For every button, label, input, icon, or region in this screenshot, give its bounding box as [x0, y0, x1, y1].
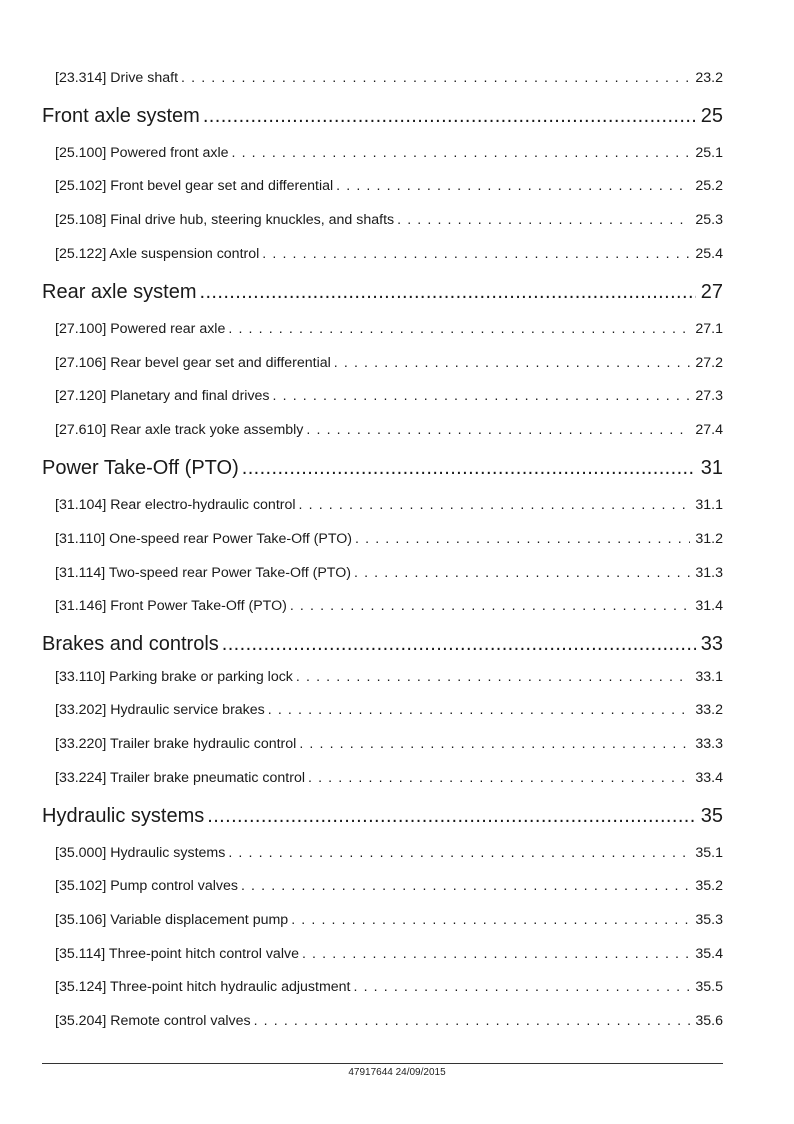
dot-leader	[334, 355, 691, 371]
toc-entry-27-106[interactable]	[55, 355, 723, 371]
toc-entry-25-108[interactable]	[55, 212, 723, 228]
dot-leader	[268, 702, 691, 718]
toc-entry-31-114[interactable]	[55, 565, 723, 581]
toc-entry-title: [35.106] Variable displacement pump	[55, 912, 289, 928]
footer-divider	[42, 1063, 723, 1064]
toc-entry-page: 23.2	[695, 70, 723, 86]
toc-section-title: Hydraulic systems	[42, 805, 205, 827]
toc-entry-page: 31.3	[695, 565, 723, 581]
toc-section-title: Front axle system	[42, 105, 200, 127]
dot-leader	[242, 457, 696, 480]
toc-entry-page: 33.4	[695, 770, 723, 786]
toc-section-brakes[interactable]	[42, 633, 723, 656]
toc-entry-page: 35.3	[695, 912, 723, 928]
toc-entry-title: [33.220] Trailer brake hydraulic control	[55, 736, 297, 752]
toc-entry-33-110[interactable]	[55, 669, 723, 685]
toc-section-hydraulic[interactable]	[42, 805, 723, 828]
toc-entry-title: [35.114] Three-point hitch control valve	[55, 946, 299, 962]
toc-entry-31-104[interactable]	[55, 497, 723, 513]
toc-entry-title: [33.224] Trailer brake pneumatic control	[55, 770, 305, 786]
toc-entry-title: [25.100] Powered front axle	[55, 145, 229, 161]
toc-entry-35-106[interactable]	[55, 912, 723, 928]
toc-entry-title: [27.610] Rear axle track yoke assembly	[55, 422, 304, 438]
dot-leader	[354, 979, 691, 995]
footer-document-id: 47917644 24/09/2015	[348, 1067, 446, 1078]
toc-entry-35-114[interactable]	[55, 946, 723, 962]
toc-section-page: 33	[700, 633, 723, 655]
toc-entry-27-120[interactable]	[55, 388, 723, 404]
dot-leader	[354, 565, 690, 581]
toc-entry-title: [27.120] Planetary and final drives	[55, 388, 270, 404]
dot-leader	[273, 388, 691, 404]
toc-entry-title: [35.204] Remote control valves	[55, 1013, 251, 1029]
toc-entry-25-122[interactable]	[55, 246, 723, 262]
toc-entry-title: [31.114] Two-speed rear Power Take-Off (PTO)	[55, 565, 351, 581]
dot-leader	[308, 770, 690, 786]
toc-entry-page: 25.1	[695, 145, 723, 161]
toc-entry-page: 27.3	[695, 388, 723, 404]
toc-section-pto[interactable]	[42, 457, 723, 480]
toc-entry-page: 25.4	[695, 246, 723, 262]
dot-leader	[355, 531, 690, 547]
toc-entry-title: [23.314] Drive shaft	[55, 70, 179, 86]
toc-entry-page: 35.4	[695, 946, 723, 962]
toc-entry-33-202[interactable]	[55, 702, 723, 718]
toc-entry-title: [25.108] Final drive hub, steering knuckles, and shafts	[55, 212, 395, 228]
dot-leader	[207, 805, 695, 828]
dot-leader	[397, 212, 690, 228]
toc-section-page: 35	[700, 805, 723, 827]
toc-entry-page: 25.2	[695, 178, 723, 194]
toc-entry-25-102[interactable]	[55, 178, 723, 194]
toc-section-title: Power Take-Off (PTO)	[42, 457, 239, 479]
toc-entry-31-146[interactable]	[55, 598, 723, 614]
toc-entry-page: 31.2	[695, 531, 723, 547]
toc-entry-31-110[interactable]	[55, 531, 723, 547]
dot-leader	[228, 845, 690, 861]
toc-entry-page: 33.1	[695, 669, 723, 685]
toc-entry-35-124[interactable]	[55, 979, 723, 995]
toc-entry-page: 33.2	[695, 702, 723, 718]
toc-entry-page: 33.3	[695, 736, 723, 752]
toc-entry-27-610[interactable]	[55, 422, 723, 438]
toc-entry-33-220[interactable]	[55, 736, 723, 752]
dot-leader	[302, 946, 690, 962]
toc-entry-page: 25.3	[695, 212, 723, 228]
toc-entry-title: [27.100] Powered rear axle	[55, 321, 226, 337]
dot-leader	[299, 497, 691, 513]
toc-entry-35-204[interactable]	[55, 1013, 723, 1029]
dot-leader	[203, 105, 696, 128]
toc-entry-title: [27.106] Rear bevel gear set and differential	[55, 355, 331, 371]
toc-entry-title: [25.102] Front bevel gear set and differential	[55, 178, 334, 194]
toc-section-page: 31	[700, 457, 723, 479]
toc-entry-page: 27.4	[695, 422, 723, 438]
dot-leader	[290, 598, 691, 614]
toc-entry-title: [35.000] Hydraulic systems	[55, 845, 226, 861]
toc-entry-35-000[interactable]	[55, 845, 723, 861]
toc-section-page: 27	[700, 281, 723, 303]
dot-leader	[306, 422, 690, 438]
dot-leader	[336, 178, 690, 194]
toc-section-rear-axle[interactable]	[42, 281, 723, 304]
toc-entry-page: 27.1	[695, 321, 723, 337]
toc-entry-23-314[interactable]	[55, 70, 723, 86]
dot-leader	[291, 912, 690, 928]
toc-entry-page: 31.4	[695, 598, 723, 614]
toc-entry-page: 35.6	[695, 1013, 723, 1029]
toc-entry-33-224[interactable]	[55, 770, 723, 786]
toc-entry-page: 31.1	[695, 497, 723, 513]
toc-section-front-axle[interactable]	[42, 105, 723, 128]
dot-leader	[241, 878, 690, 894]
toc-entry-25-100[interactable]	[55, 145, 723, 161]
dot-leader	[232, 145, 691, 161]
toc-entry-title: [33.110] Parking brake or parking lock	[55, 669, 293, 685]
toc-entry-title: [35.102] Pump control valves	[55, 878, 238, 894]
toc-entry-35-102[interactable]	[55, 878, 723, 894]
toc-entry-page: 27.2	[695, 355, 723, 371]
toc-entry-title: [31.146] Front Power Take-Off (PTO)	[55, 598, 287, 614]
toc-entry-page: 35.1	[695, 845, 723, 861]
dot-leader	[254, 1013, 691, 1029]
dot-leader	[228, 321, 690, 337]
toc-entry-page: 35.5	[695, 979, 723, 995]
toc-entry-title: [33.202] Hydraulic service brakes	[55, 702, 265, 718]
toc-section-page: 25	[700, 105, 723, 127]
toc-entry-27-100[interactable]	[55, 321, 723, 337]
toc-entry-title: [25.122] Axle suspension control	[55, 246, 260, 262]
toc-section-title: Rear axle system	[42, 281, 197, 303]
toc-entry-title: [31.110] One-speed rear Power Take-Off (PTO)	[55, 531, 353, 547]
dot-leader	[262, 246, 690, 262]
dot-leader	[296, 669, 690, 685]
dot-leader	[200, 281, 696, 304]
toc-entry-title: [35.124] Three-point hitch hydraulic adjustment	[55, 979, 351, 995]
dot-leader	[299, 736, 690, 752]
dot-leader	[181, 70, 690, 86]
toc-section-title: Brakes and controls	[42, 633, 219, 655]
toc-entry-page: 35.2	[695, 878, 723, 894]
toc-entry-title: [31.104] Rear electro-hydraulic control	[55, 497, 296, 513]
dot-leader	[222, 633, 696, 656]
